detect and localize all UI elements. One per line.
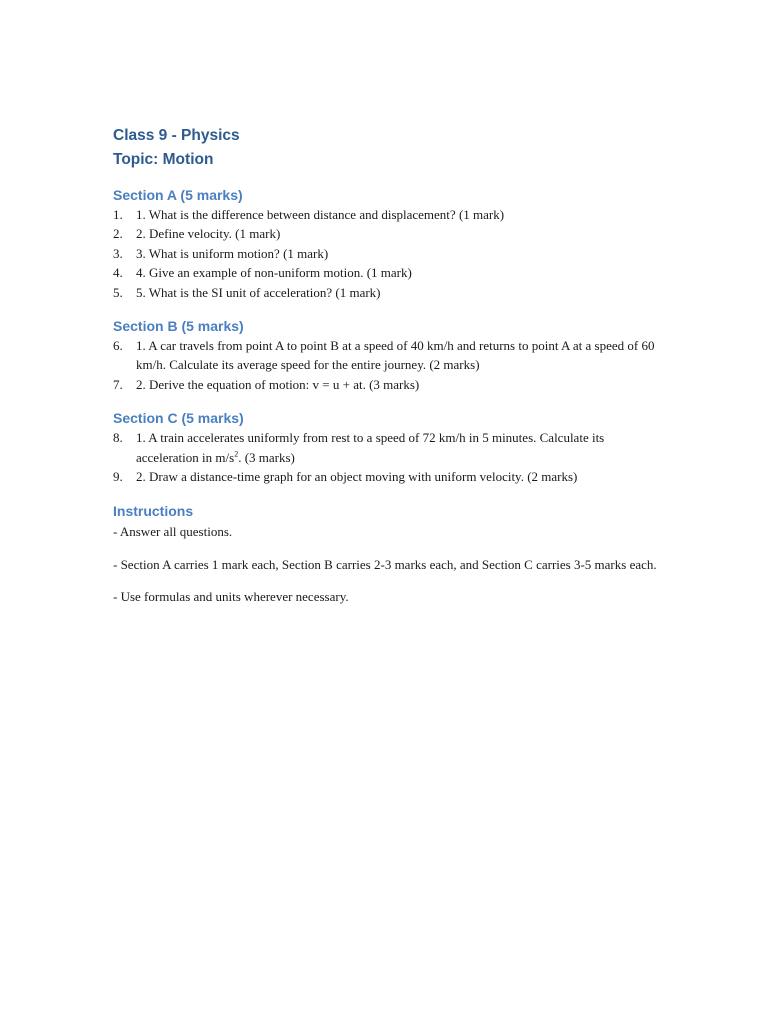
document-title-class: Class 9 - Physics	[113, 127, 240, 144]
question-text: 2. Derive the equation of motion: v = u + at. (3 marks)	[136, 376, 420, 392]
question-text: 2. Draw a distance-time graph for an object moving with uniform velocity. (2 marks)	[136, 469, 578, 485]
question-text: 4. Give an example of non-uniform motion. (1 mark)	[136, 265, 412, 281]
question-text-tail: . (3 marks)	[238, 449, 295, 465]
question-text-main: 1. A train accelerates uniformly from rest to a speed of 72 km/h in 5 minutes. Calculate its acceleration in m/s	[136, 430, 605, 465]
question-item	[113, 375, 658, 394]
question-text: 3. What is uniform motion? (1 mark)	[136, 245, 329, 261]
question-item	[113, 263, 658, 282]
question-item	[113, 467, 658, 486]
instruction-line: - Answer all questions.	[113, 524, 233, 540]
question-number: 4.	[113, 265, 123, 281]
instructions-heading: Instructions	[113, 503, 194, 520]
document-page	[113, 124, 658, 607]
question-text	[136, 428, 658, 467]
question-item	[113, 244, 658, 263]
question-number: 9.	[113, 469, 123, 485]
instruction-line: - Section A carries 1 mark each, Section B carries 2-3 marks each, and Section C carries 3-5 marks each.	[113, 556, 657, 572]
document-title-topic: Topic: Motion	[113, 151, 214, 168]
question-text: 5. What is the SI unit of acceleration? (1 mark)	[136, 284, 381, 300]
question-item	[113, 283, 658, 302]
section-c-heading: Section C (5 marks)	[113, 410, 244, 427]
instruction-line: - Use formulas and units wherever necessary.	[113, 589, 349, 605]
question-number: 6.	[113, 338, 123, 354]
question-number: 7.	[113, 376, 123, 392]
question-number: 8.	[113, 430, 123, 446]
question-number: 5.	[113, 284, 123, 300]
question-text: 1. A car travels from point A to point B at a speed of 40 km/h and returns to point A at a speed of 60 km/h. Calculate its average speed for the entire journey. (2 marks)	[136, 338, 655, 373]
section-b-question-list	[113, 336, 658, 394]
section-a-heading: Section A (5 marks)	[113, 187, 243, 203]
question-item	[113, 336, 658, 375]
section-b-heading: Section B (5 marks)	[113, 318, 244, 335]
superscript-exponent: 2	[234, 449, 239, 459]
question-number: 3.	[113, 245, 123, 261]
question-item	[113, 224, 658, 243]
question-text: 1. What is the difference between distance and displacement? (1 mark)	[136, 207, 505, 222]
question-item	[113, 205, 658, 224]
section-a-question-list	[113, 205, 658, 302]
question-text: 2. Define velocity. (1 mark)	[136, 226, 281, 242]
section-c-question-list	[113, 428, 658, 486]
question-number: 2.	[113, 226, 123, 242]
question-item	[113, 428, 658, 467]
question-number: 1.	[113, 207, 123, 222]
